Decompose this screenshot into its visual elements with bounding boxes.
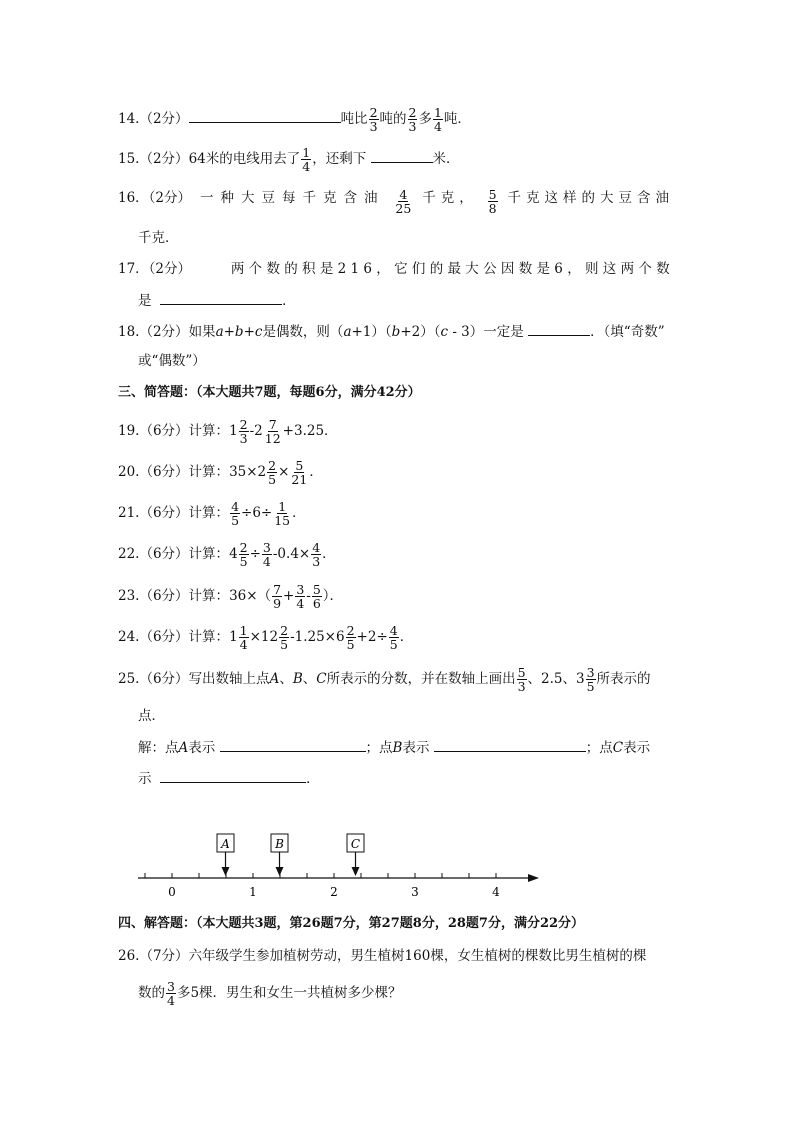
numerator: 5 <box>312 582 321 597</box>
text: 表示 <box>188 740 216 756</box>
answer-blank-c[interactable] <box>160 768 306 783</box>
text: 解：点 <box>138 740 179 756</box>
numerator: 4 <box>231 499 240 514</box>
numerator: 2 <box>239 540 248 555</box>
question-18-line2 <box>138 351 206 371</box>
text: ． <box>322 546 336 562</box>
denominator: 6 <box>312 596 321 611</box>
text: -1.25×6 <box>290 629 345 645</box>
denominator: 8 <box>488 201 497 216</box>
denominator: 21 <box>291 472 308 487</box>
question-number: 20.（6分）计算： <box>118 464 230 480</box>
point-label: B <box>392 740 403 756</box>
answer-blank[interactable] <box>189 108 341 123</box>
question-number: 26.（7分） <box>118 948 189 964</box>
text: 36×（ <box>229 588 272 604</box>
denominator: 12 <box>264 431 281 446</box>
denominator: 3 <box>239 431 248 446</box>
axis-tick-labels <box>168 885 500 899</box>
text: ． <box>306 771 320 787</box>
marker-a <box>217 834 234 876</box>
text: 表示 <box>623 740 651 756</box>
denominator: 5 <box>346 637 355 652</box>
numerator: 3 <box>586 665 595 680</box>
axis-tick-label: 3 <box>411 885 419 899</box>
fraction <box>290 459 308 486</box>
text: 、2.5、3 <box>527 671 585 687</box>
denominator: 4 <box>262 554 271 569</box>
numerator: 3 <box>296 582 305 597</box>
answer-blank[interactable] <box>528 321 590 336</box>
denominator: 3 <box>369 119 378 134</box>
fraction <box>586 666 596 693</box>
point-label: A <box>269 671 280 687</box>
text: ；点 <box>365 740 393 756</box>
text: 64米的电线用去了 <box>188 151 301 167</box>
fraction <box>488 188 498 215</box>
text: 1 <box>229 423 238 439</box>
axis-arrow-icon <box>528 874 539 882</box>
denominator: 5 <box>389 637 398 652</box>
question-number: 16．（2分） <box>118 190 192 206</box>
text: 点． <box>138 708 165 724</box>
fraction <box>264 418 282 445</box>
point-label: B <box>292 671 303 687</box>
fraction <box>408 106 418 133</box>
variable: c <box>440 324 449 340</box>
text: 米． <box>432 151 460 167</box>
text: +2）（ <box>400 324 441 340</box>
marker-b <box>271 834 288 876</box>
text: 写出数轴上点 <box>188 671 270 687</box>
text: 千克， <box>422 190 478 206</box>
text: 千克这样的大豆含油 <box>507 190 674 206</box>
text: ． <box>309 464 323 480</box>
denominator: 5 <box>239 554 248 569</box>
text: +1）（ <box>351 324 392 340</box>
fraction <box>369 106 379 133</box>
point-label: A <box>178 740 189 756</box>
text: 数的 <box>138 985 165 1001</box>
question-25-line2 <box>138 706 165 726</box>
text: 是 <box>138 293 152 309</box>
numerator: 1 <box>302 145 311 160</box>
fraction <box>295 583 305 610</box>
fraction <box>279 624 289 651</box>
question-15 <box>118 146 460 173</box>
fraction <box>239 418 249 445</box>
section-heading-3: 三、简答题：（本大题共7题，每题6分，满分42分） <box>118 385 421 400</box>
numerator: 5 <box>295 458 304 473</box>
text: 吨的 <box>379 111 407 127</box>
text: × <box>278 464 290 480</box>
fraction <box>272 583 282 610</box>
numerator: 2 <box>408 105 417 120</box>
numerator: 3 <box>262 540 271 555</box>
text: +3.25． <box>282 423 338 439</box>
numerator: 4 <box>389 623 398 638</box>
expression: a+b+c <box>215 324 263 340</box>
denominator: 4 <box>296 596 305 611</box>
numerator: 2 <box>369 105 378 120</box>
fraction <box>267 459 277 486</box>
question-number: 22.（6分）计算： <box>118 546 230 562</box>
text: ． <box>399 629 414 645</box>
question-number: 24.（6分）计算： <box>118 629 230 645</box>
axis-tick-label: 1 <box>249 885 257 899</box>
text: ÷6÷ <box>241 505 273 521</box>
text: ）． <box>322 588 344 604</box>
text: -2 <box>249 423 263 439</box>
text: ，还剩下 <box>312 151 367 167</box>
question-16 <box>118 188 674 215</box>
text: 如果 <box>188 324 216 340</box>
question-number: 21.（6分）计算： <box>118 505 230 521</box>
text: ．（填“奇数” <box>590 324 665 340</box>
question-number: 15.（2分） <box>118 151 189 167</box>
text: 35×2 <box>229 464 267 480</box>
numerator: 1 <box>278 499 287 514</box>
text: ． <box>292 505 306 521</box>
text: ×12 <box>249 629 279 645</box>
denominator: 25 <box>395 201 412 216</box>
numerator: 2 <box>268 458 277 473</box>
numerator: 3 <box>167 979 175 994</box>
question-24 <box>118 624 413 651</box>
question-25-answer <box>138 737 650 758</box>
text: ． <box>282 293 296 309</box>
axis-tick-label: 2 <box>330 885 338 899</box>
denominator: 3 <box>517 679 526 694</box>
marker-b-label: B <box>275 837 284 851</box>
question-number: 14.（2分） <box>118 111 189 127</box>
numerator: 4 <box>399 187 408 202</box>
fraction <box>166 980 176 1007</box>
denominator: 4 <box>302 159 311 174</box>
fraction <box>273 500 291 527</box>
denominator: 4 <box>239 637 248 652</box>
marker-a-label: A <box>221 837 230 851</box>
question-26-line2 <box>138 980 402 1007</box>
denominator: 4 <box>167 993 175 1008</box>
numerator: 7 <box>268 417 277 432</box>
text: 4 <box>229 546 238 562</box>
numerator: 1 <box>239 623 248 638</box>
variable: b <box>391 324 401 340</box>
text: 或“偶数”） <box>138 353 206 369</box>
axis-tick-label: 4 <box>492 885 500 899</box>
question-number: 25.（6分） <box>118 671 189 687</box>
denominator: 5 <box>280 637 289 652</box>
fraction <box>239 624 249 651</box>
point-label: C <box>316 671 327 687</box>
marker-b-arrow-icon <box>276 867 284 876</box>
numerator: 5 <box>488 187 497 202</box>
question-25 <box>118 666 651 693</box>
text: 是偶数，则（ <box>262 324 344 340</box>
fraction <box>389 624 399 651</box>
marker-c-label: C <box>350 837 361 851</box>
axis-ticks <box>145 873 496 878</box>
denominator: 5 <box>231 513 240 528</box>
denominator: 4 <box>433 119 442 134</box>
question-20 <box>118 459 323 486</box>
text: +2÷ <box>356 629 388 645</box>
answer-blank[interactable] <box>160 290 282 305</box>
text: 所表示的分数，并在数轴上画出 <box>326 671 516 687</box>
answer-blank-b[interactable] <box>434 737 586 752</box>
denominator: 5 <box>586 679 595 694</box>
question-25-answer-line2 <box>138 768 320 789</box>
question-21 <box>118 500 306 527</box>
text: 吨． <box>443 111 471 127</box>
denominator: 9 <box>273 596 282 611</box>
text: 多 <box>418 111 432 127</box>
question-19 <box>118 418 338 445</box>
text: - 3）一定是 <box>448 324 524 340</box>
text: 千克． <box>138 230 179 246</box>
point-label: C <box>612 740 624 756</box>
fraction <box>311 541 321 568</box>
fraction <box>301 146 311 173</box>
text: 表示 <box>402 740 430 756</box>
marker-c-arrow-icon <box>352 867 360 876</box>
fraction <box>239 541 249 568</box>
denominator: 5 <box>268 472 277 487</box>
question-17-line2 <box>138 290 296 311</box>
text: - <box>306 588 311 604</box>
numerator: 2 <box>280 623 289 638</box>
fraction <box>230 500 240 527</box>
denominator: 3 <box>408 119 417 134</box>
question-23 <box>118 583 343 610</box>
numerator: 2 <box>239 417 248 432</box>
question-16-line2 <box>138 228 179 248</box>
answer-blank-a[interactable] <box>220 737 366 752</box>
text: 、 <box>302 671 317 687</box>
text: 一种大豆每千克含油 <box>199 190 385 206</box>
text: 六年级学生参加植树劳动，男生植树160棵，女生植树的棵数比男生植树的棵 <box>188 948 647 964</box>
question-number: 23.（6分）计算： <box>118 588 230 604</box>
text: 示 <box>138 771 152 787</box>
answer-blank[interactable] <box>371 148 433 163</box>
text: 、 <box>279 671 293 687</box>
fraction <box>433 106 443 133</box>
question-18 <box>118 321 665 342</box>
text: -0.4× <box>272 546 311 562</box>
marker-a-arrow-icon <box>222 867 230 876</box>
text: 1 <box>229 629 238 645</box>
question-number: 17．（2分） <box>118 261 192 277</box>
text: 两个数的积是216，它们的最大公因数是6，则这两个数 <box>230 261 674 277</box>
number-line <box>130 828 550 904</box>
question-number: 19.（6分）计算： <box>118 423 230 439</box>
question-22 <box>118 541 336 568</box>
question-14 <box>118 106 471 133</box>
axis-tick-label: 0 <box>168 885 176 899</box>
numerator: 4 <box>312 540 321 555</box>
text: 所表示的 <box>596 671 651 687</box>
numerator: 2 <box>346 623 355 638</box>
text: 吨比 <box>340 111 368 127</box>
question-number: 18.（2分） <box>118 324 189 340</box>
text: + <box>283 588 295 604</box>
question-17 <box>118 259 674 279</box>
fraction <box>517 666 527 693</box>
numerator: 1 <box>433 105 442 120</box>
fraction <box>312 583 322 610</box>
section-heading-4: 四、解答题：（本大题共3题，第26题7分，第27题8分，28题7分，满分22分） <box>118 916 585 931</box>
denominator: 3 <box>312 554 321 569</box>
variable: a <box>343 324 352 340</box>
denominator: 15 <box>274 513 291 528</box>
text: ；点 <box>585 740 613 756</box>
numerator: 5 <box>517 665 526 680</box>
fraction <box>346 624 356 651</box>
fraction <box>262 541 272 568</box>
numerator: 7 <box>273 582 282 597</box>
text: 多5棵．男生和女生一共植树多少棵？ <box>176 985 402 1001</box>
question-26 <box>118 946 646 966</box>
text: ÷ <box>249 546 261 562</box>
fraction <box>394 188 412 215</box>
marker-c <box>347 834 364 876</box>
